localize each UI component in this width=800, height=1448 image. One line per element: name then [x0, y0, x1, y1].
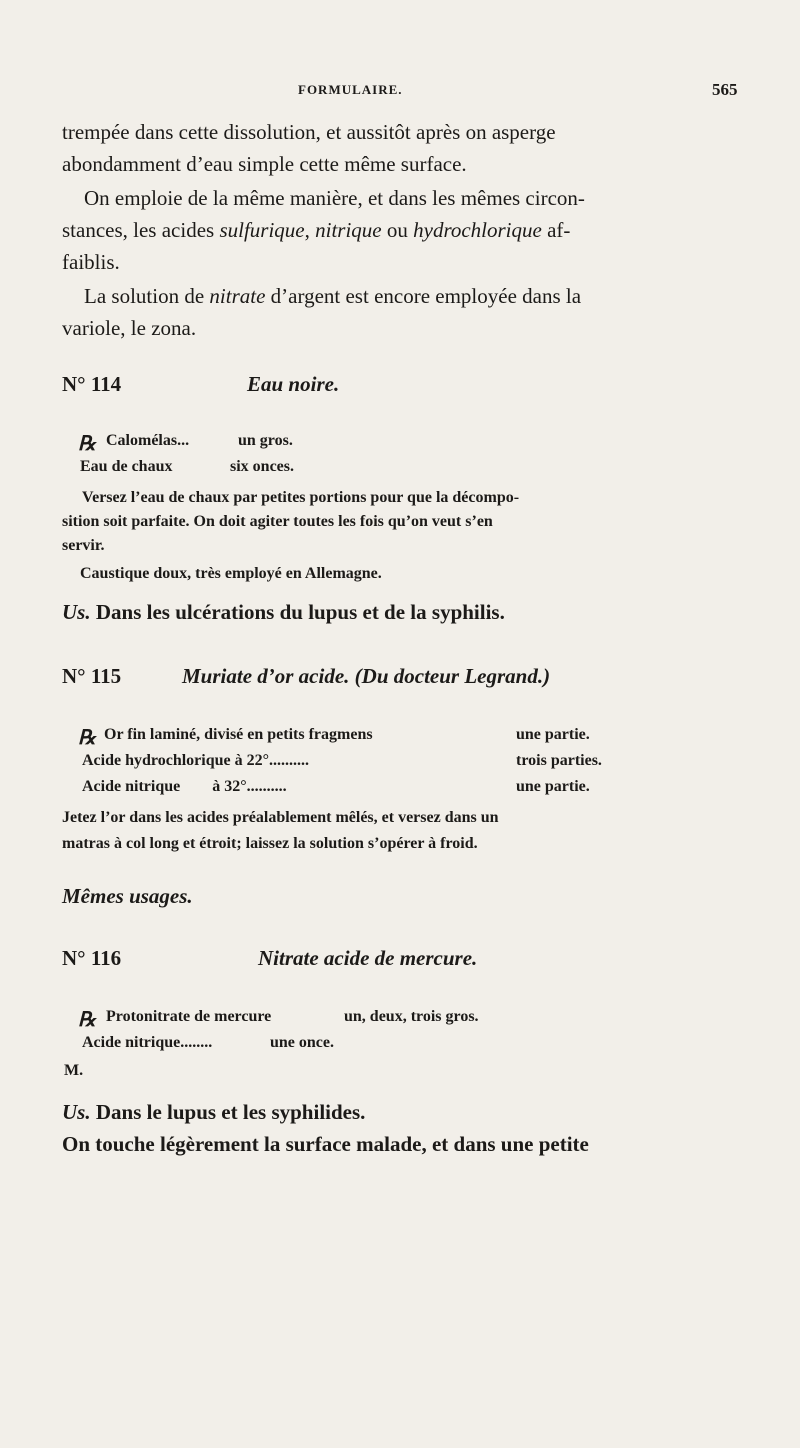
instruction-line: servir.	[62, 537, 105, 554]
note-line: Caustique doux, très employé en Allemagne.	[80, 565, 382, 582]
formula-title: Eau noire.	[247, 372, 340, 396]
term-sulfurique: sulfurique	[219, 218, 305, 242]
mix-mark: M.	[64, 1062, 84, 1079]
instruction-line: Versez l’eau de chaux par petites portions pour que la décompo-	[82, 489, 520, 506]
ingredient-quantity: un gros.	[238, 432, 293, 449]
usage-line: Mêmes usages.	[62, 884, 193, 908]
paragraph-acids-line-1: On emploie de la même manière, et dans les mêmes circon-	[84, 186, 585, 210]
formula-number: N° 116	[62, 946, 122, 970]
running-title: FORMULAIRE.	[298, 82, 403, 97]
running-head	[0, 82, 800, 106]
paragraph-nitrate-line-2: variole, le zona.	[62, 316, 197, 340]
formula-115-heading	[62, 664, 551, 689]
term-nitrate: nitrate	[209, 284, 266, 308]
formula-title: Nitrate acide de mercure.	[258, 946, 478, 970]
ingredient-name: Acide nitrique à 32°..........	[82, 778, 287, 795]
paragraph-acids-line-2: stances, les acides sulfurique, nitrique ou hydrochlorique af-	[62, 218, 571, 242]
recipe-symbol-icon: ℞	[78, 1009, 96, 1031]
usage-line: Us. Dans les ulcérations du lupus et de la syphilis.	[62, 600, 505, 624]
formula-114-heading	[62, 372, 340, 397]
term-hydrochlorique: hydrochlorique	[413, 218, 542, 242]
ingredient-name: Protonitrate de mercure	[106, 1008, 272, 1025]
formula-number: N° 115	[62, 664, 122, 688]
page-number: 565	[712, 80, 738, 99]
paragraph-acids-line-3: faiblis.	[62, 250, 120, 274]
formula-116-heading	[62, 946, 478, 971]
ingredient-quantity: un, deux, trois gros.	[344, 1008, 479, 1025]
instruction-line: sition soit parfaite. On doit agiter toutes les fois qu’on veut s’en	[62, 513, 493, 530]
intro-line-2: abondamment d’eau simple cette même surface.	[62, 152, 467, 176]
ingredient-name: Acide hydrochlorique à 22°..........	[82, 752, 309, 769]
formula-title: Muriate d’or acide. (Du docteur Legrand.)	[182, 664, 551, 688]
ingredient-name: Eau de chaux	[80, 458, 173, 475]
instruction-line: Jetez l’or dans les acides préalablement mêlés, et versez dans un	[62, 809, 499, 826]
ingredient-quantity: six onces.	[230, 458, 294, 475]
ingredient-name: Acide nitrique........	[82, 1034, 213, 1051]
ingredient-quantity: une partie.	[516, 778, 590, 795]
paragraph-nitrate-line-1: La solution de nitrate d’argent est encore employée dans la	[84, 284, 582, 308]
body-line: On touche légèrement la surface malade, et dans une petite	[62, 1132, 589, 1156]
ingredient-quantity: trois parties.	[516, 752, 602, 769]
usage-line: Us. Dans le lupus et les syphilides.	[62, 1100, 366, 1124]
recipe-symbol-icon: ℞	[78, 433, 96, 455]
ingredient-name: Or fin laminé, divisé en petits fragmens	[104, 726, 373, 743]
recipe-symbol-icon: ℞	[78, 727, 96, 749]
ingredient-name: Calomélas...	[106, 432, 190, 449]
instruction-line: matras à col long et étroit; laissez la solution s’opérer à froid.	[62, 835, 478, 852]
formula-number: N° 114	[62, 372, 122, 396]
term-nitrique: nitrique	[315, 218, 382, 242]
ingredient-quantity: une once.	[270, 1034, 334, 1051]
ingredient-quantity: une partie.	[516, 726, 590, 743]
intro-line-1: trempée dans cette dissolution, et aussitôt après on asperge	[62, 120, 556, 144]
